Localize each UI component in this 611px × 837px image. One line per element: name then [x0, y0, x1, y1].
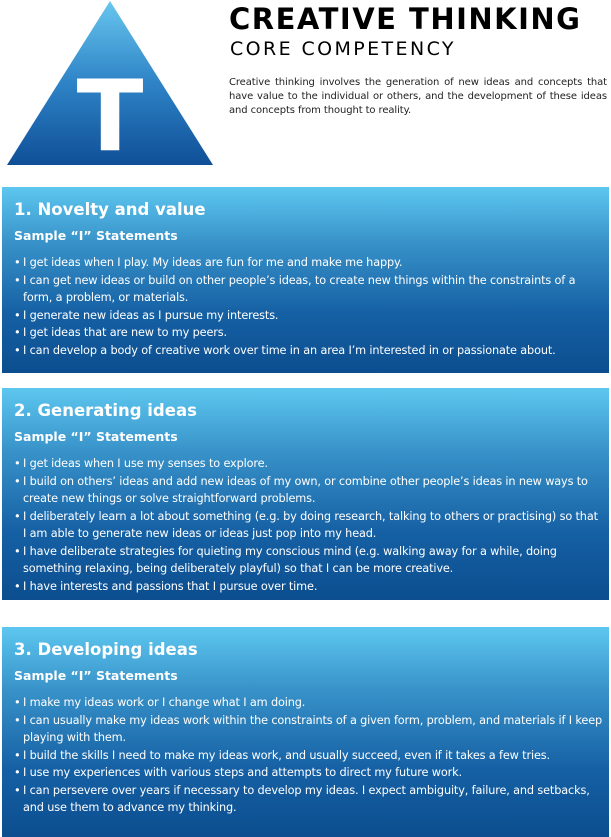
statement-item: [14, 342, 603, 360]
bullet-icon: •: [14, 308, 21, 322]
statement-item: [14, 324, 603, 342]
section-heading: 2. Generating ideas: [14, 401, 197, 420]
statement-text: I have interests and passions that I pursue over time.: [23, 579, 318, 593]
bullet-icon: •: [14, 783, 21, 797]
statement-text: I use my experiences with various steps and attempts to direct my future work.: [23, 766, 462, 779]
statement-text: I get ideas when I play. My ideas are fun for me and make me happy.: [23, 256, 403, 269]
statement-text: I build on others’ ideas and add new ideas of my own, or combine other people’s ideas in new ways to create new things or solve straightforward problems.: [23, 474, 588, 505]
section-developing-ideas: [2, 627, 609, 837]
bullet-icon: •: [14, 457, 21, 470]
statement-item: [14, 782, 603, 817]
statement-text: I can develop a body of creative work over time in an area I’m interested in or passionate about.: [23, 343, 556, 357]
page-title: CREATIVE THINKING: [229, 2, 582, 36]
bullet-icon: •: [14, 273, 21, 287]
bullet-icon: •: [14, 748, 21, 762]
statement-list: [14, 254, 603, 359]
statement-text: I generate new ideas as I pursue my interests.: [23, 308, 279, 322]
statement-text: I can persevere over years if necessary to develop my ideas. I expect ambiguity, failure, and setbacks, and use them to advance my thinking.: [23, 783, 590, 814]
section-subheading: Sample “I” Statements: [14, 668, 178, 683]
bullet-icon: •: [14, 256, 21, 269]
page-subtitle: CORE COMPETENCY: [230, 38, 456, 60]
statement-item: [14, 578, 603, 596]
section-novelty-and-value: [2, 187, 609, 373]
section-generating-ideas: [2, 388, 609, 600]
bullet-icon: •: [14, 544, 21, 558]
bullet-icon: •: [14, 509, 21, 523]
statement-item: [14, 508, 603, 543]
statement-text: I get ideas that are new to my peers.: [23, 326, 227, 339]
bullet-icon: •: [14, 696, 21, 709]
statement-text: I can usually make my ideas work within the constraints of a given form, problem, and materials if I keep playing with them.: [23, 713, 603, 744]
statement-item: [14, 473, 603, 508]
statement-item: [14, 694, 603, 712]
intro-paragraph: Creative thinking involves the generation of new ideas and concepts that have value to the individual or others, and the development of these ideas and concepts from thought to reality.: [229, 77, 607, 116]
section-subheading: Sample “I” Statements: [14, 429, 178, 444]
statement-item: [14, 764, 603, 782]
statement-item: [14, 455, 603, 473]
statement-item: [14, 747, 603, 765]
bullet-icon: •: [14, 713, 21, 727]
bullet-icon: •: [14, 766, 21, 779]
statement-item: [14, 307, 603, 325]
statement-list: [14, 694, 603, 817]
section-heading: 1. Novelty and value: [14, 200, 206, 219]
triangle-t-logo: [6, 0, 214, 166]
statement-text: I get ideas when I use my senses to explore.: [23, 457, 268, 470]
bullet-icon: •: [14, 326, 21, 339]
statement-list: [14, 455, 603, 595]
section-subheading: Sample “I” Statements: [14, 228, 178, 243]
statement-text: I make my ideas work or I change what I am doing.: [23, 696, 306, 709]
bullet-icon: •: [14, 343, 21, 357]
bullet-icon: •: [14, 474, 21, 488]
section-heading: 3. Developing ideas: [14, 640, 198, 659]
statement-item: [14, 272, 603, 307]
logo-letter: T: [76, 60, 144, 166]
statement-text: I have deliberate strategies for quieting my conscious mind (e.g. walking away for a while, doing something relaxing, being deliberately playful) so that I can be more creative.: [23, 544, 557, 575]
statement-item: [14, 712, 603, 747]
statement-text: I build the skills I need to make my ideas work, and usually succeed, even if it takes a few tries.: [23, 748, 550, 762]
bullet-icon: •: [14, 579, 21, 593]
statement-item: [14, 543, 603, 578]
statement-text: I deliberately learn a lot about something (e.g. by doing research, talking to others or practising) so that I am able to generate new ideas or ideas just pop into my head.: [23, 509, 598, 540]
statement-item: [14, 254, 603, 272]
statement-text: I can get new ideas or build on other people’s ideas, to create new things within the constraints of a form, a problem, or materials.: [23, 273, 576, 304]
